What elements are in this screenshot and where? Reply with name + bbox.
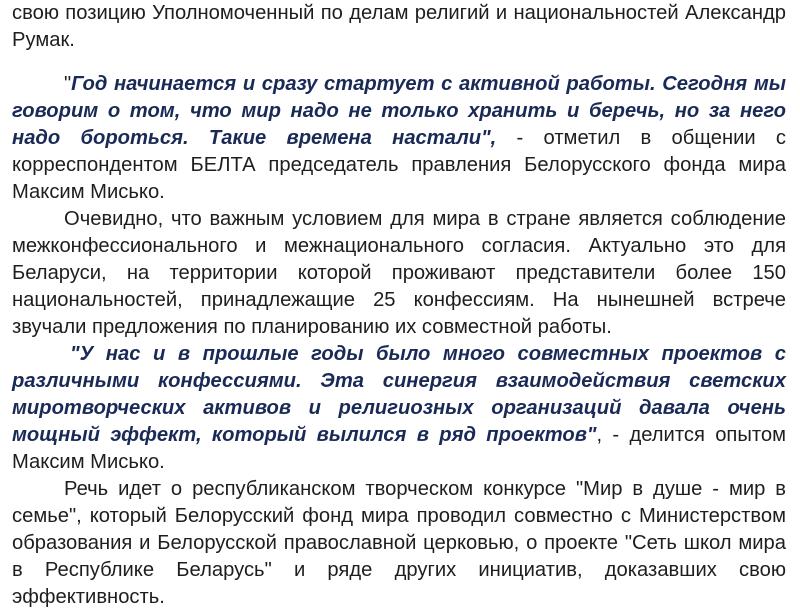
- paragraph-quote-1: [12, 71, 786, 206]
- quote-attribution-2: , - делится опытом Максим Мисько.: [12, 424, 786, 473]
- paragraph-gap: [12, 54, 786, 71]
- quote-close-mark: ",: [481, 127, 497, 149]
- paragraph-quote-2: [12, 341, 786, 476]
- quote-text-1: Год начинается и сразу стартует с активной работы. Сегодня мы говорим о том, что мир надо не только хранить и беречь, но за него надо бороться. Такие времена настали: [12, 73, 786, 149]
- paragraph-context: Очевидно, что важным условием для мира в стране является соблюдение межконфессионального и межнационального согласия. Актуально это для Беларуси, на территории которой проживают представители более 150 национальностей, принадлежащие 25 конфессиям. На нынешней встрече звучали предложения по планированию их совместной работы.: [12, 208, 786, 338]
- quote-open-mark: ": [64, 73, 72, 95]
- paragraph-intro-ending: свою позицию Уполномоченный по делам религий и национальностей Александр Румак.: [12, 2, 786, 51]
- quote-text-2: "У нас и в прошлые годы было много совместных проектов с различными конфессиями. Эта синергия взаимодействия светских миротворческих активов и религиозных организаций давала очень мощный эффект, который вылился в ряд проектов": [12, 343, 786, 446]
- quote-attribution-1: - отметил в общении с корреспондентом БЕЛТА председатель правления Белорусского фонда мира Максим Мисько.: [12, 127, 787, 203]
- paragraph-projects: Речь идет о республиканском творческом конкурсе "Мир в душе - мир в семье", который Белорусский фонд мира проводил совместно с Министерством образования и Белорусской православной церковью, о проекте "Сеть школ мира в Республике Беларусь" и ряде других инициатив, доказавших свою эффективность.: [12, 478, 786, 608]
